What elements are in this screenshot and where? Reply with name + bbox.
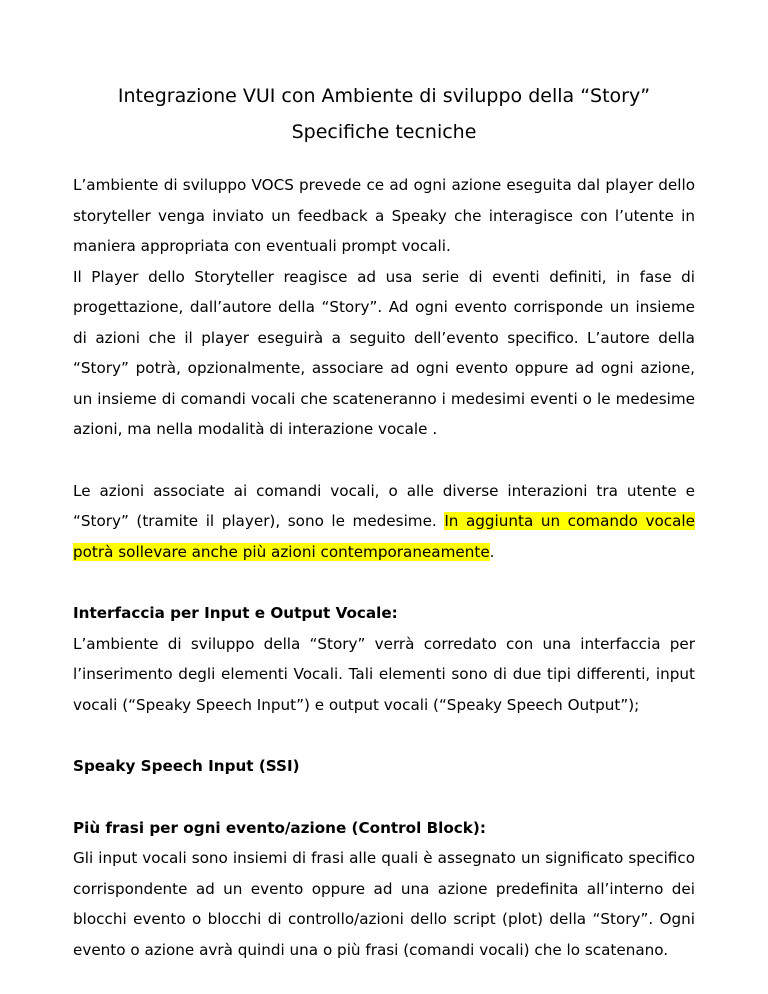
- paragraph-voice-actions-end: .: [489, 542, 495, 561]
- section-heading-control-block: Più frasi per ogni evento/azione (Control Block):: [73, 818, 486, 837]
- paragraph-voice-input: Gli input vocali sono insiemi di frasi alle quali è assegnato un significato specifico corrispondente ad un evento oppure ad una azione predefinita all’interno dei blocchi evento o blocchi di controllo/azioni dello script (plot) della “Story”. Ogni evento o azione avrà quindi una o più frasi (comandi vocali) che lo scatenano.: [73, 849, 695, 959]
- spacer: [73, 720, 695, 751]
- section-heading-ssi: Speaky Speech Input (SSI): [73, 757, 300, 775]
- document-page: [73, 78, 695, 965]
- highlighted-text: In aggiunta un comando vocale potrà sollevare anche più azioni contemporaneamente: [73, 512, 695, 561]
- paragraph-voice-actions-text: Le azioni associate ai comandi vocali, o alle diverse interazioni tra utente e “Story” (tramite il player), sono le medesime.: [73, 481, 695, 530]
- paragraph-interface: L’ambiente di sviluppo della “Story” verrà corredato con una interfaccia per l’inserimento degli elementi Vocali. Tali elementi sono di due tipi differenti, input vocali (“Speaky Speech Input”) e output vocali (“Speaky Speech Output”);: [73, 634, 695, 714]
- spacer: [73, 567, 695, 598]
- title-block: [73, 78, 695, 150]
- document-title: Integrazione VUI con Ambiente di sviluppo della “Story”: [117, 85, 651, 107]
- spacer: [73, 782, 695, 813]
- paragraph-voice-actions: [73, 476, 695, 568]
- document-subtitle: Specifiche tecniche: [291, 121, 477, 143]
- section-heading-interface: Interfaccia per Input e Output Vocale:: [73, 604, 398, 622]
- paragraph-player-events: Il Player dello Storyteller reagisce ad usa serie di eventi definiti, in fase di progettazione, dall’autore della “Story”. Ad ogni evento corrisponde un insieme di azioni che il player eseguirà a seguito dell’evento specifico. L’autore della “Story” potrà, opzionalmente, associare ad ogni evento oppure ad ogni azione, un insieme di comandi vocali che scateneranno i medesimi eventi o le medesime azioni, ma nella modalità di interazione vocale .: [73, 267, 695, 438]
- paragraph-intro: L’ambiente di sviluppo VOCS prevede ce ad ogni azione eseguita dal player dello storyteller venga inviato un feedback a Speaky che interagisce con l’utente in maniera appropriata con eventuali prompt vocali.: [73, 176, 695, 255]
- spacer: [73, 445, 695, 476]
